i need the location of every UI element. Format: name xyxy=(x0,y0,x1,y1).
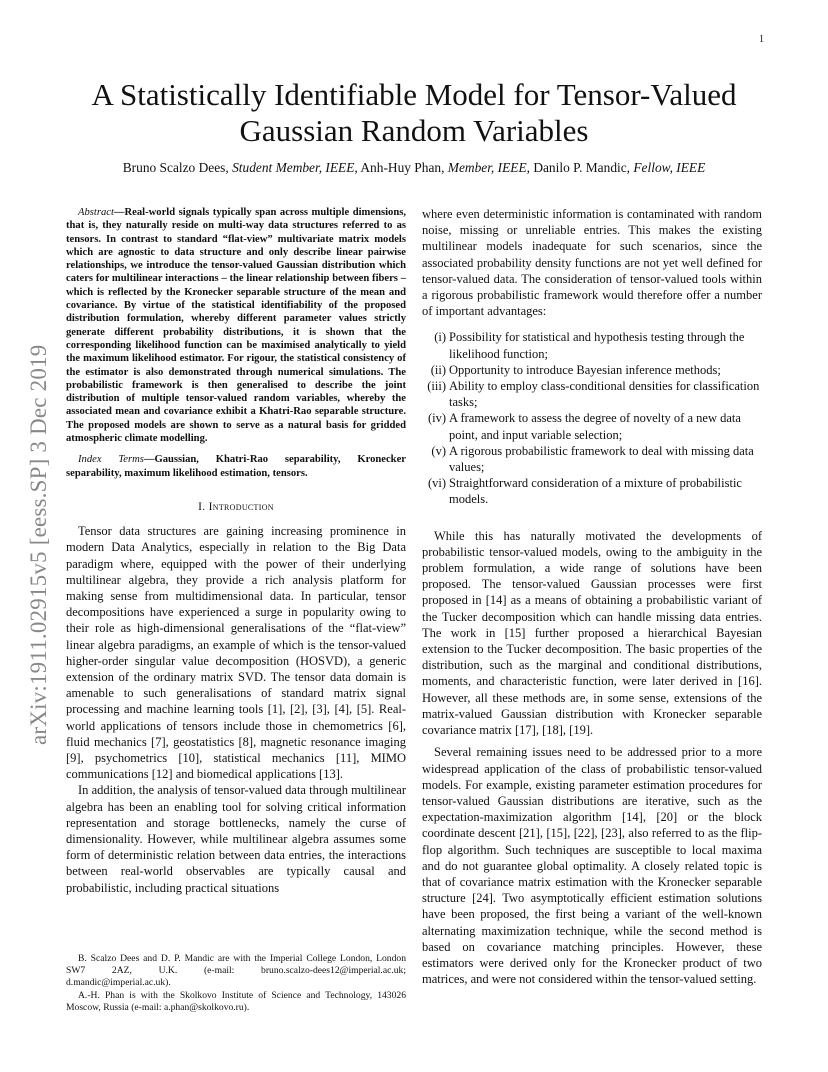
footnotes xyxy=(66,953,406,1014)
abstract-text: —Real-world signals typically span across multiple dimensions, that is, they naturally reside on multi-way data structures referred to as tensors. In contrast to standard “flat-view” multivariate matrix models which are agnostic to data structure and only describe linear pairwise relationships, we introduce the tensor-valued Gaussian distribution which caters for multilinear interactions – the linear relationship between fibers – which is reflected by the Kronecker separable structure of the mean and covariance. By virtue of the statistical identifiability of the proposed distribution formulation, whereby different parameter values strictly generate different probability distributions, it is shown that the corresponding likelihood function can be maximised analytically to yield the maximum likelihood estimator. For rigour, the statistical consistency of the estimator is also demonstrated through numerical simulations. The probabilistic framework is then generalised to describe the joint distribution of multiple tensor-valued random variables, whereby the associated mean and covariance exhibit a Khatri-Rao separable structure. The proposed models are shown to serve as a natural basis for gridded atmospheric climate modelling. xyxy=(66,207,406,445)
list-item-number: (iv) xyxy=(427,411,446,426)
intro-paragraph-2: In addition, the analysis of tensor-valued data through multilinear algebra has been an enabling tool for solving critical information representation and storage bottlenecks, namely the curse of dimensionality. However, while multilinear algebra assumes some form of deterministic relation between data entries, the interactions between real-world observables are typically causal and probabilistic, including practical situations xyxy=(66,783,406,895)
list-item-number: (i) xyxy=(434,330,446,345)
list-item xyxy=(422,362,762,378)
section-number: I. xyxy=(198,500,209,513)
abstract xyxy=(66,206,406,445)
author-2: , Anh-Huy Phan, xyxy=(354,160,448,175)
list-item-text: Ability to employ class-conditional densities for classification tasks; xyxy=(449,379,760,410)
list-item-number: (iii) xyxy=(427,379,446,394)
footnote-2: A.-H. Phan is with the Skolkovo Institute of Science and Technology, 143026 Moscow, Russia (e-mail: a.phan@skolkovo.ru). xyxy=(66,989,406,1013)
list-item-text: A rigorous probabilistic framework to deal with missing data values; xyxy=(449,443,754,475)
paper-title: A Statistically Identifiable Model for Tensor-Valued Gaussian Random Variables xyxy=(91,77,737,148)
list-item xyxy=(422,475,762,507)
list-item xyxy=(422,443,762,475)
author-2-role: Member, IEEE xyxy=(447,160,527,175)
index-terms xyxy=(66,453,406,480)
author-1-role: Student Member, IEEE xyxy=(232,160,355,175)
index-terms-text: —Gaussian, Khatri-Rao separability, Kronecker separability, maximum likelihood estimation, tensors. xyxy=(66,454,406,479)
list-item-number: (ii) xyxy=(430,362,446,377)
arxiv-stamp: arXiv:1911.02915v5 [eess.SP] 3 Dec 2019 xyxy=(26,344,51,745)
intro-paragraph-1: Tensor data structures are gaining increasing prominence in modern Data Analytics, especially in relation to the Big Data paradigm where, equipped with the power of their underlying multilinear algebra, they provide a rich analysis platform for making sense from multidimensional data. In particular, tensor decompositions have experienced a surge in popularity owing to their role as high-dimensional generalisations of the “flat-view” linear algebra paradigms, an example of which is the tensor-valued higher-order singular value decomposition (HOSVD), a generic extension of the ordinary matrix SVD. The tensor data domain is amenable to such generalisations of standard matrix signal processing and machine learning tools [1], [2], [3], [4], [5]. Real-world applications of tensors include those in chemometrics [6], fluid mechanics [7], geostatistics [8], magnetic resonance imaging [9], psychometrics [10], statistical mechanics [11], MIMO communications [12] and biomedical applications [13]. xyxy=(66,524,406,782)
abstract-label: Abstract xyxy=(78,207,114,218)
right-intro-paragraph: where even deterministic information is contaminated with random noise, missing or unreliable entries. This makes the existing multilinear models inadequate for such scenarios, since the associated probability density functions are not yet well defined for tensor-valued data. The consideration of tensor-valued tools within a rigorous probabilistic framework would therefore offer a number of important advantages: xyxy=(422,207,762,319)
author-3: , Danilo P. Mandic, xyxy=(526,160,634,175)
author-3-role: Fellow, IEEE xyxy=(633,160,706,175)
right-paragraph-2: Several remaining issues need to be addressed prior to a more widespread application of the class of probabilistic tensor-valued models. For example, existing parameter estimation procedures for tensor-valued Gaussian distributions are iterative, such as the expectation-maximization algorithm [14], [20] or the block coordinate descent [21], [15], [22], [23], also referred to as the flip-flop algorithm. Such techniques are susceptible to local maxima and do not guarantee global optimality. A closely related topic is that of covariance matrix estimation with the Kronecker separable structure [24]. Two asymptotically efficient estimation solutions have been proposed, the first being a variant of the well-known alternating maximization technique, while the second method is based on covariance matching principles. However, these estimators were derived only for the Kronecker product of two matrices, and were not considered within the tensor-valued setting. xyxy=(422,745,762,987)
index-terms-label: Index Terms xyxy=(78,454,144,466)
list-item xyxy=(422,329,762,361)
list-item-text: Straightforward consideration of a mixture of probabilistic models. xyxy=(449,476,742,507)
author-line xyxy=(40,160,788,176)
list-item xyxy=(422,410,762,442)
right-paragraph-1: While this has naturally motivated the developments of probabilistic tensor-valued models, owing to the ambiguity in the problem formulation, a wide range of solutions have been proposed. The tensor-valued Gaussian processes were first proposed in [14] as a means of obtaining a probabilistic variant of the Tucker decomposition which can handle missing data entries. The work in [15] further proposed a hierarchical Bayesian extension to the Tucker decomposition. The basic properties of the distribution, such as the marginal and conditional distributions, moments, and characteristic function, were later derived in [16]. However, all these methods are, in some sense, extensions of the matrix-valued Gaussian distribution with Kronecker separable covariance matrix [17], [18], [19]. xyxy=(422,528,762,738)
footnote-1: B. Scalzo Dees and D. P. Mandic are with the Imperial College London, London SW7 2AZ, U.K. (e-mail: bruno.scalzo-dees12@imperial.ac.uk; d.mandic@imperial.ac.uk). xyxy=(66,953,406,989)
section-heading xyxy=(66,499,406,515)
list-item-text: A framework to assess the degree of novelty of a new data point, and input variable selection; xyxy=(449,411,741,442)
left-column xyxy=(66,206,406,896)
advantages-list xyxy=(422,329,762,507)
section-title: Introduction xyxy=(208,500,274,513)
list-item-text: Possibility for statistical and hypothesis testing through the likelihood function; xyxy=(449,330,745,361)
page-number: 1 xyxy=(759,34,764,45)
list-item-number: (v) xyxy=(431,443,446,458)
author-1: Bruno Scalzo Dees, xyxy=(122,160,233,175)
right-column xyxy=(422,206,762,987)
list-item xyxy=(422,378,762,410)
list-item-text: Opportunity to introduce Bayesian inference methods; xyxy=(449,362,721,377)
list-item-number: (vi) xyxy=(427,476,446,491)
